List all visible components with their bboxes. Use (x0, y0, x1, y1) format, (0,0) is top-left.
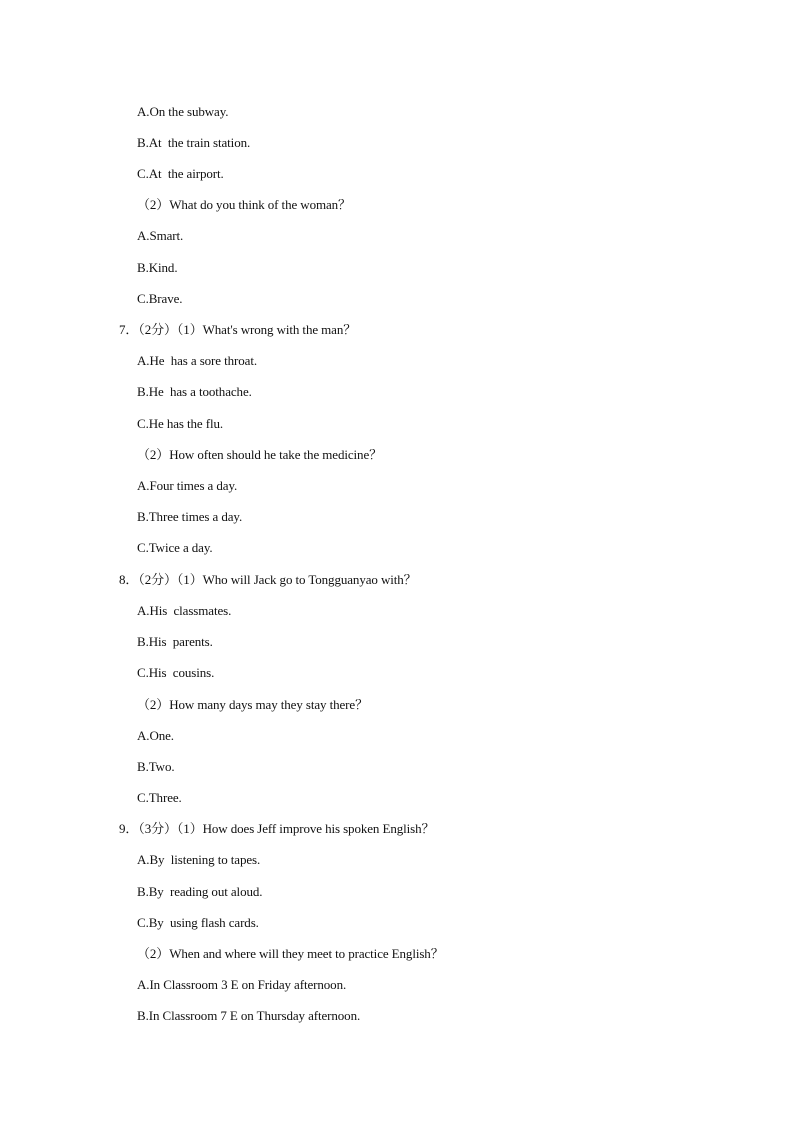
q7-1-option-a: A.He has a sore throat. (137, 353, 257, 368)
q8-2-question: （2）How many days may they stay there？ (137, 697, 368, 712)
q9-2-option-a: A.In Classroom 3 E on Friday afternoon. (137, 977, 347, 992)
q7-1-option-c: C.He has the flu. (137, 416, 224, 431)
q9-1-question: 9．（3分）（1）How does Jeff improve his spoken English？ (119, 821, 435, 836)
q6-1-option-a: A.On the subway. (137, 104, 229, 119)
q7-1-option-b: B.He has a toothache. (137, 384, 252, 399)
q6-2-option-c: C.Brave. (137, 291, 183, 306)
q6-1-option-c: C.At the airport. (137, 166, 224, 181)
q7-2-option-a: A.Four times a day. (137, 478, 238, 493)
q9-1-option-a: A.By listening to tapes. (137, 852, 261, 867)
q8-2-option-b: B.Two. (137, 759, 175, 774)
q7-2-option-c: C.Twice a day. (137, 540, 213, 555)
q8-1-question: 8．（2分）（1）Who will Jack go to Tongguanyao with？ (119, 572, 417, 587)
q8-1-option-a: A.His classmates. (137, 603, 232, 618)
q8-1-option-b: B.His parents. (137, 634, 213, 649)
q9-1-option-b: B.By reading out aloud. (137, 884, 263, 899)
q8-2-option-c: C.Three. (137, 790, 182, 805)
q7-2-option-b: B.Three times a day. (137, 509, 243, 524)
q9-1-option-c: C.By using flash cards. (137, 915, 259, 930)
q6-2-question: （2）What do you think of the woman？ (137, 197, 351, 212)
q8-2-option-a: A.One. (137, 728, 174, 743)
q6-1-option-b: B.At the train station. (137, 135, 251, 150)
q7-2-question: （2）How often should he take the medicine？ (137, 447, 383, 462)
q7-1-question: 7．（2分）（1）What's wrong with the man？ (119, 322, 357, 337)
q6-2-option-b: B.Kind. (137, 260, 178, 275)
q9-2-option-b: B.In Classroom 7 E on Thursday afternoon. (137, 1008, 361, 1023)
q8-1-option-c: C.His cousins. (137, 665, 215, 680)
q6-2-option-a: A.Smart. (137, 228, 184, 243)
q9-2-question: （2）When and where will they meet to practice English？ (137, 946, 444, 961)
